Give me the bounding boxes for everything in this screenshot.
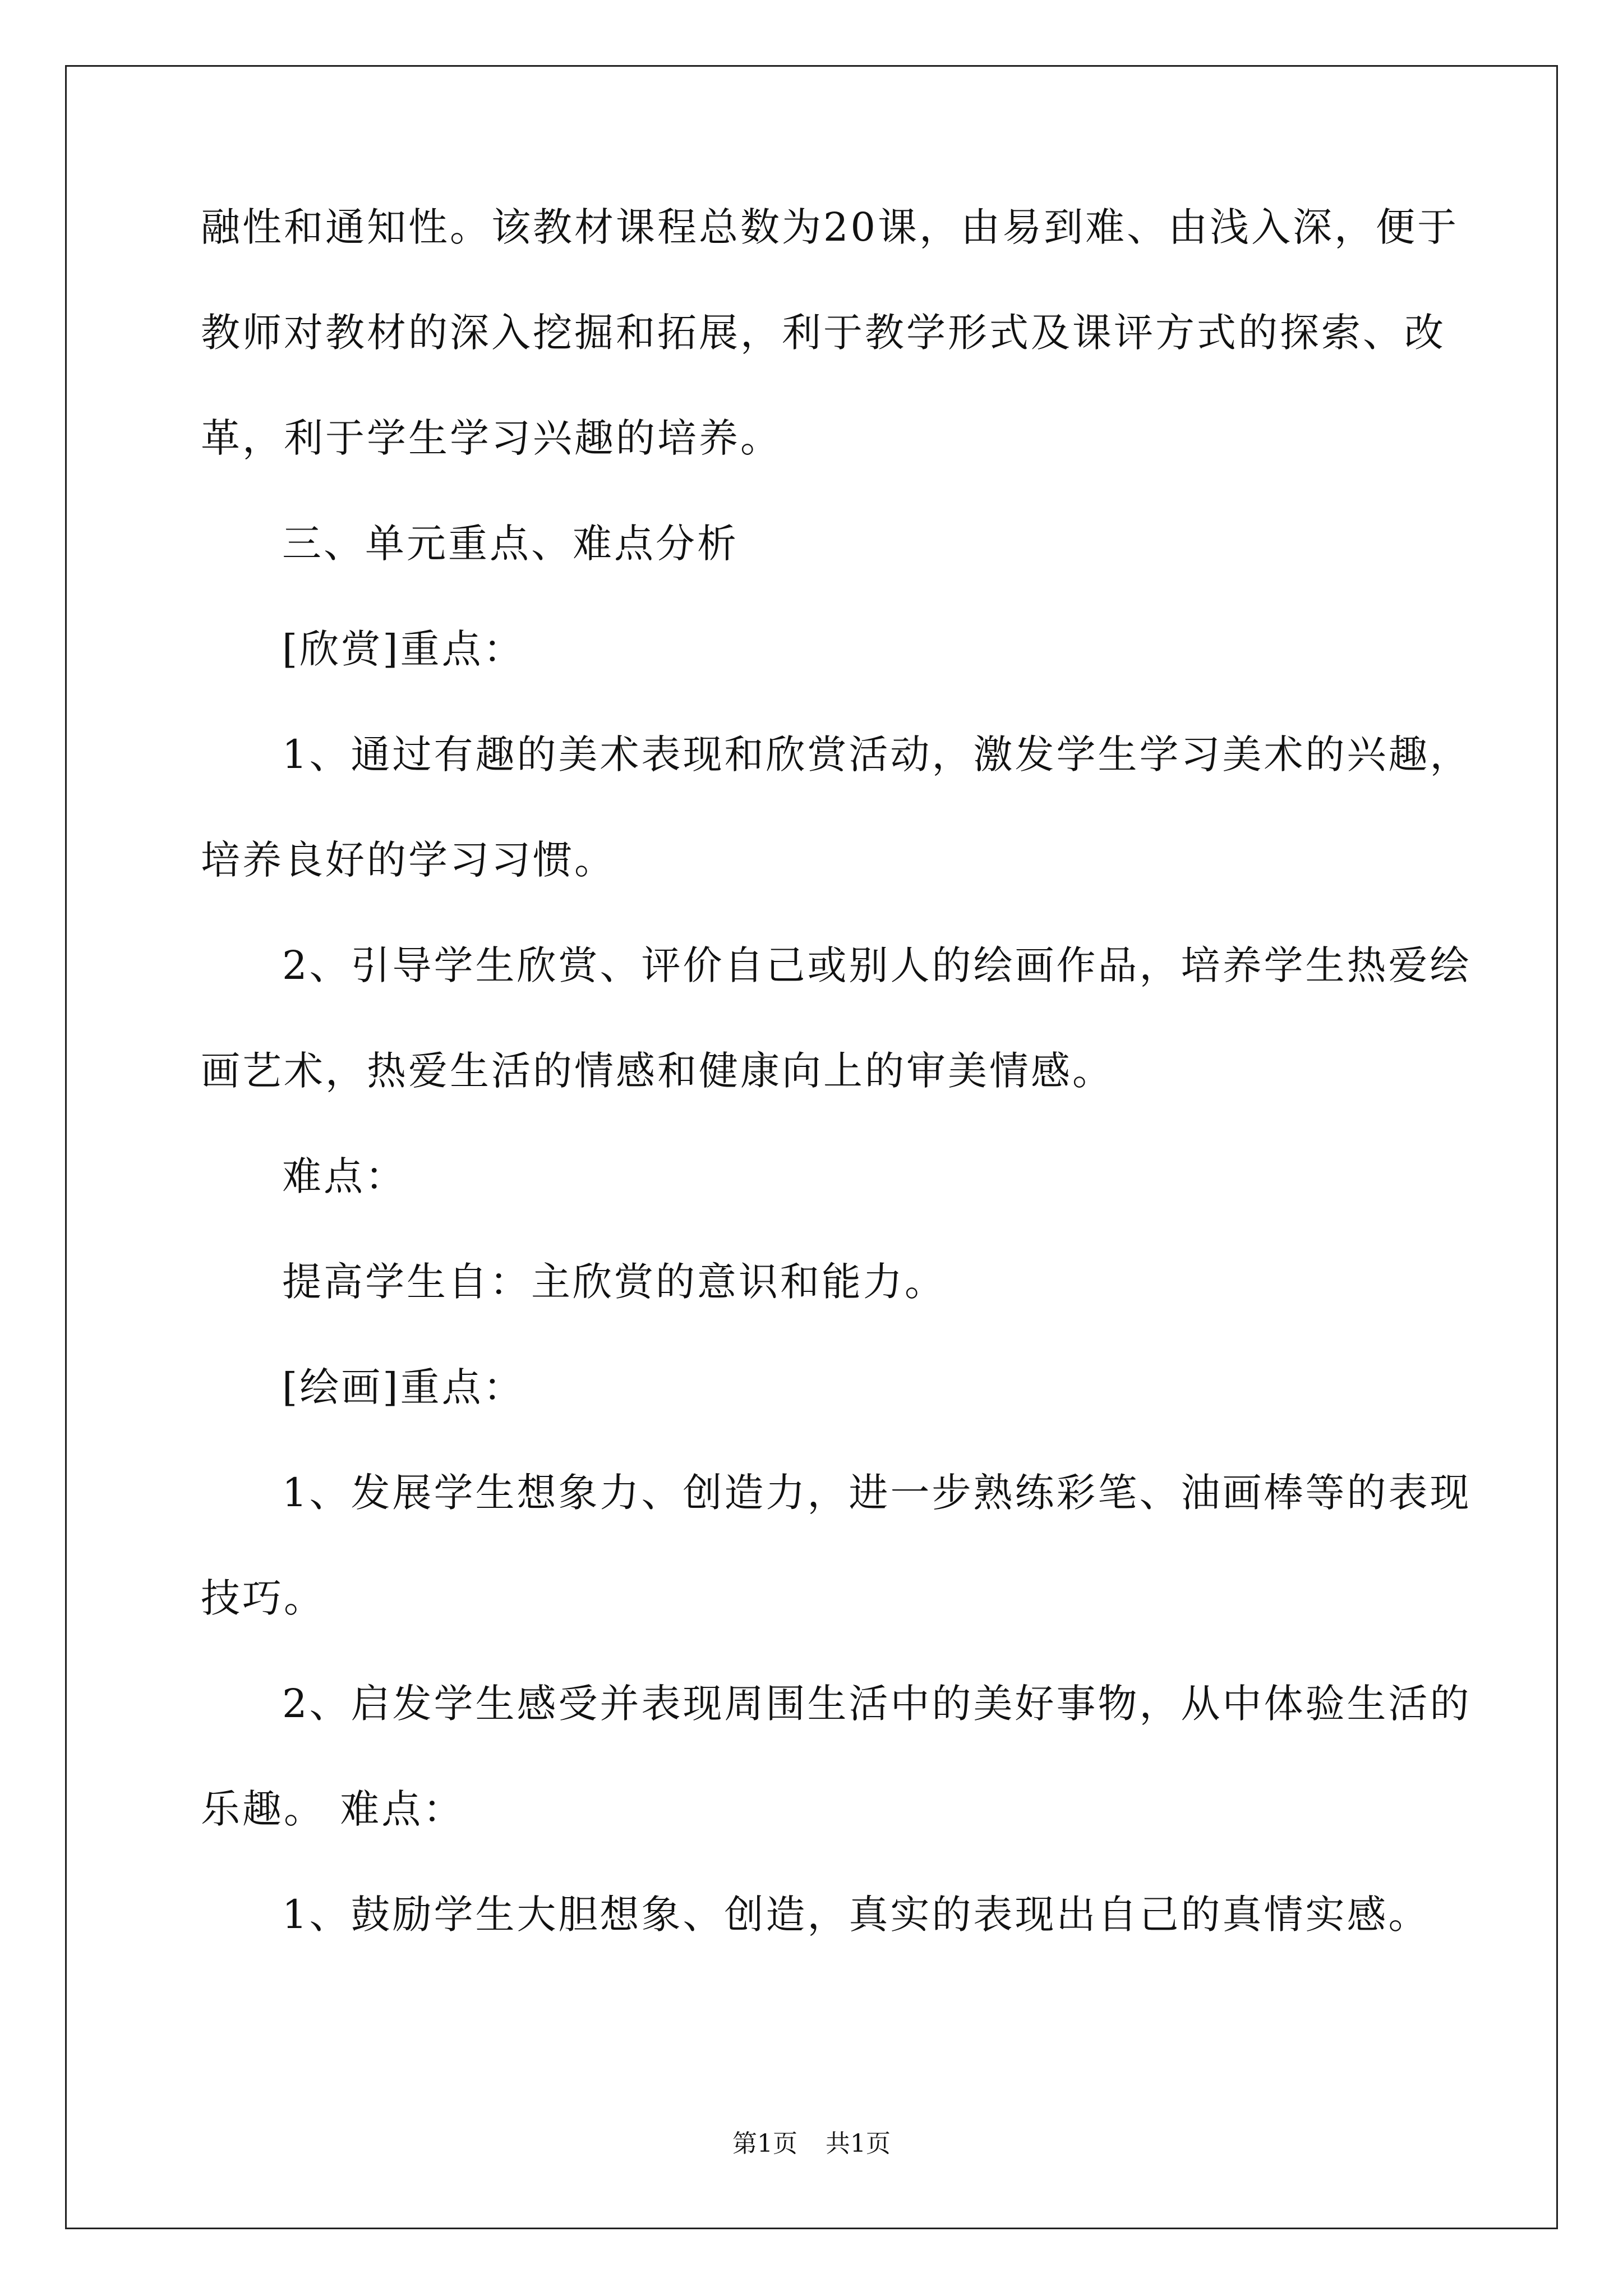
section-heading: 三、单元重点、难点分析 [282,521,739,567]
subsection-heading: 难点： [282,1153,407,1199]
text-line: 2、启发学生感受并表现周围生活中的美好事物，从中体验生活的 [282,1681,1472,1727]
subsection-heading: [欣赏]重点： [282,626,525,672]
text-line: 技巧。 [201,1575,325,1621]
text-line: 1、通过有趣的美术表现和欣赏活动，激发学生学习美术的兴趣， [282,731,1472,777]
text-line: 革，利于学生学习兴趣的培养。 [201,415,782,461]
subsection-heading: [绘画]重点： [282,1364,525,1410]
page-number: 第1页 [732,2129,797,2158]
page-total: 共1页 [826,2129,891,2158]
text-line: 画艺术，热爱生活的情感和健康向上的审美情感。 [201,1048,1114,1094]
text-line: 教师对教材的深入挖掘和拓展，利于教学形式及课评方式的探索、改 [201,310,1446,356]
text-line: 提高学生自：主欣赏的意识和能力。 [282,1259,946,1305]
text-line: 培养良好的学习习惯。 [201,837,616,883]
page-footer [0,2129,1623,2158]
text-line: 乐趣。 难点： [201,1786,465,1832]
text-line: 1、鼓励学生大胆想象、创造，真实的表现出自己的真情实感。 [282,1892,1430,1938]
text-line: 1、发展学生想象力、创造力，进一步熟练彩笔、油画棒等的表现 [282,1470,1472,1516]
text-line: 融性和通知性。该教材课程总数为20课，由易到难、由浅入深，便于 [201,204,1459,250]
text-line: 2、引导学生欣赏、评价自己或别人的绘画作品，培养学生热爱绘 [282,942,1472,988]
